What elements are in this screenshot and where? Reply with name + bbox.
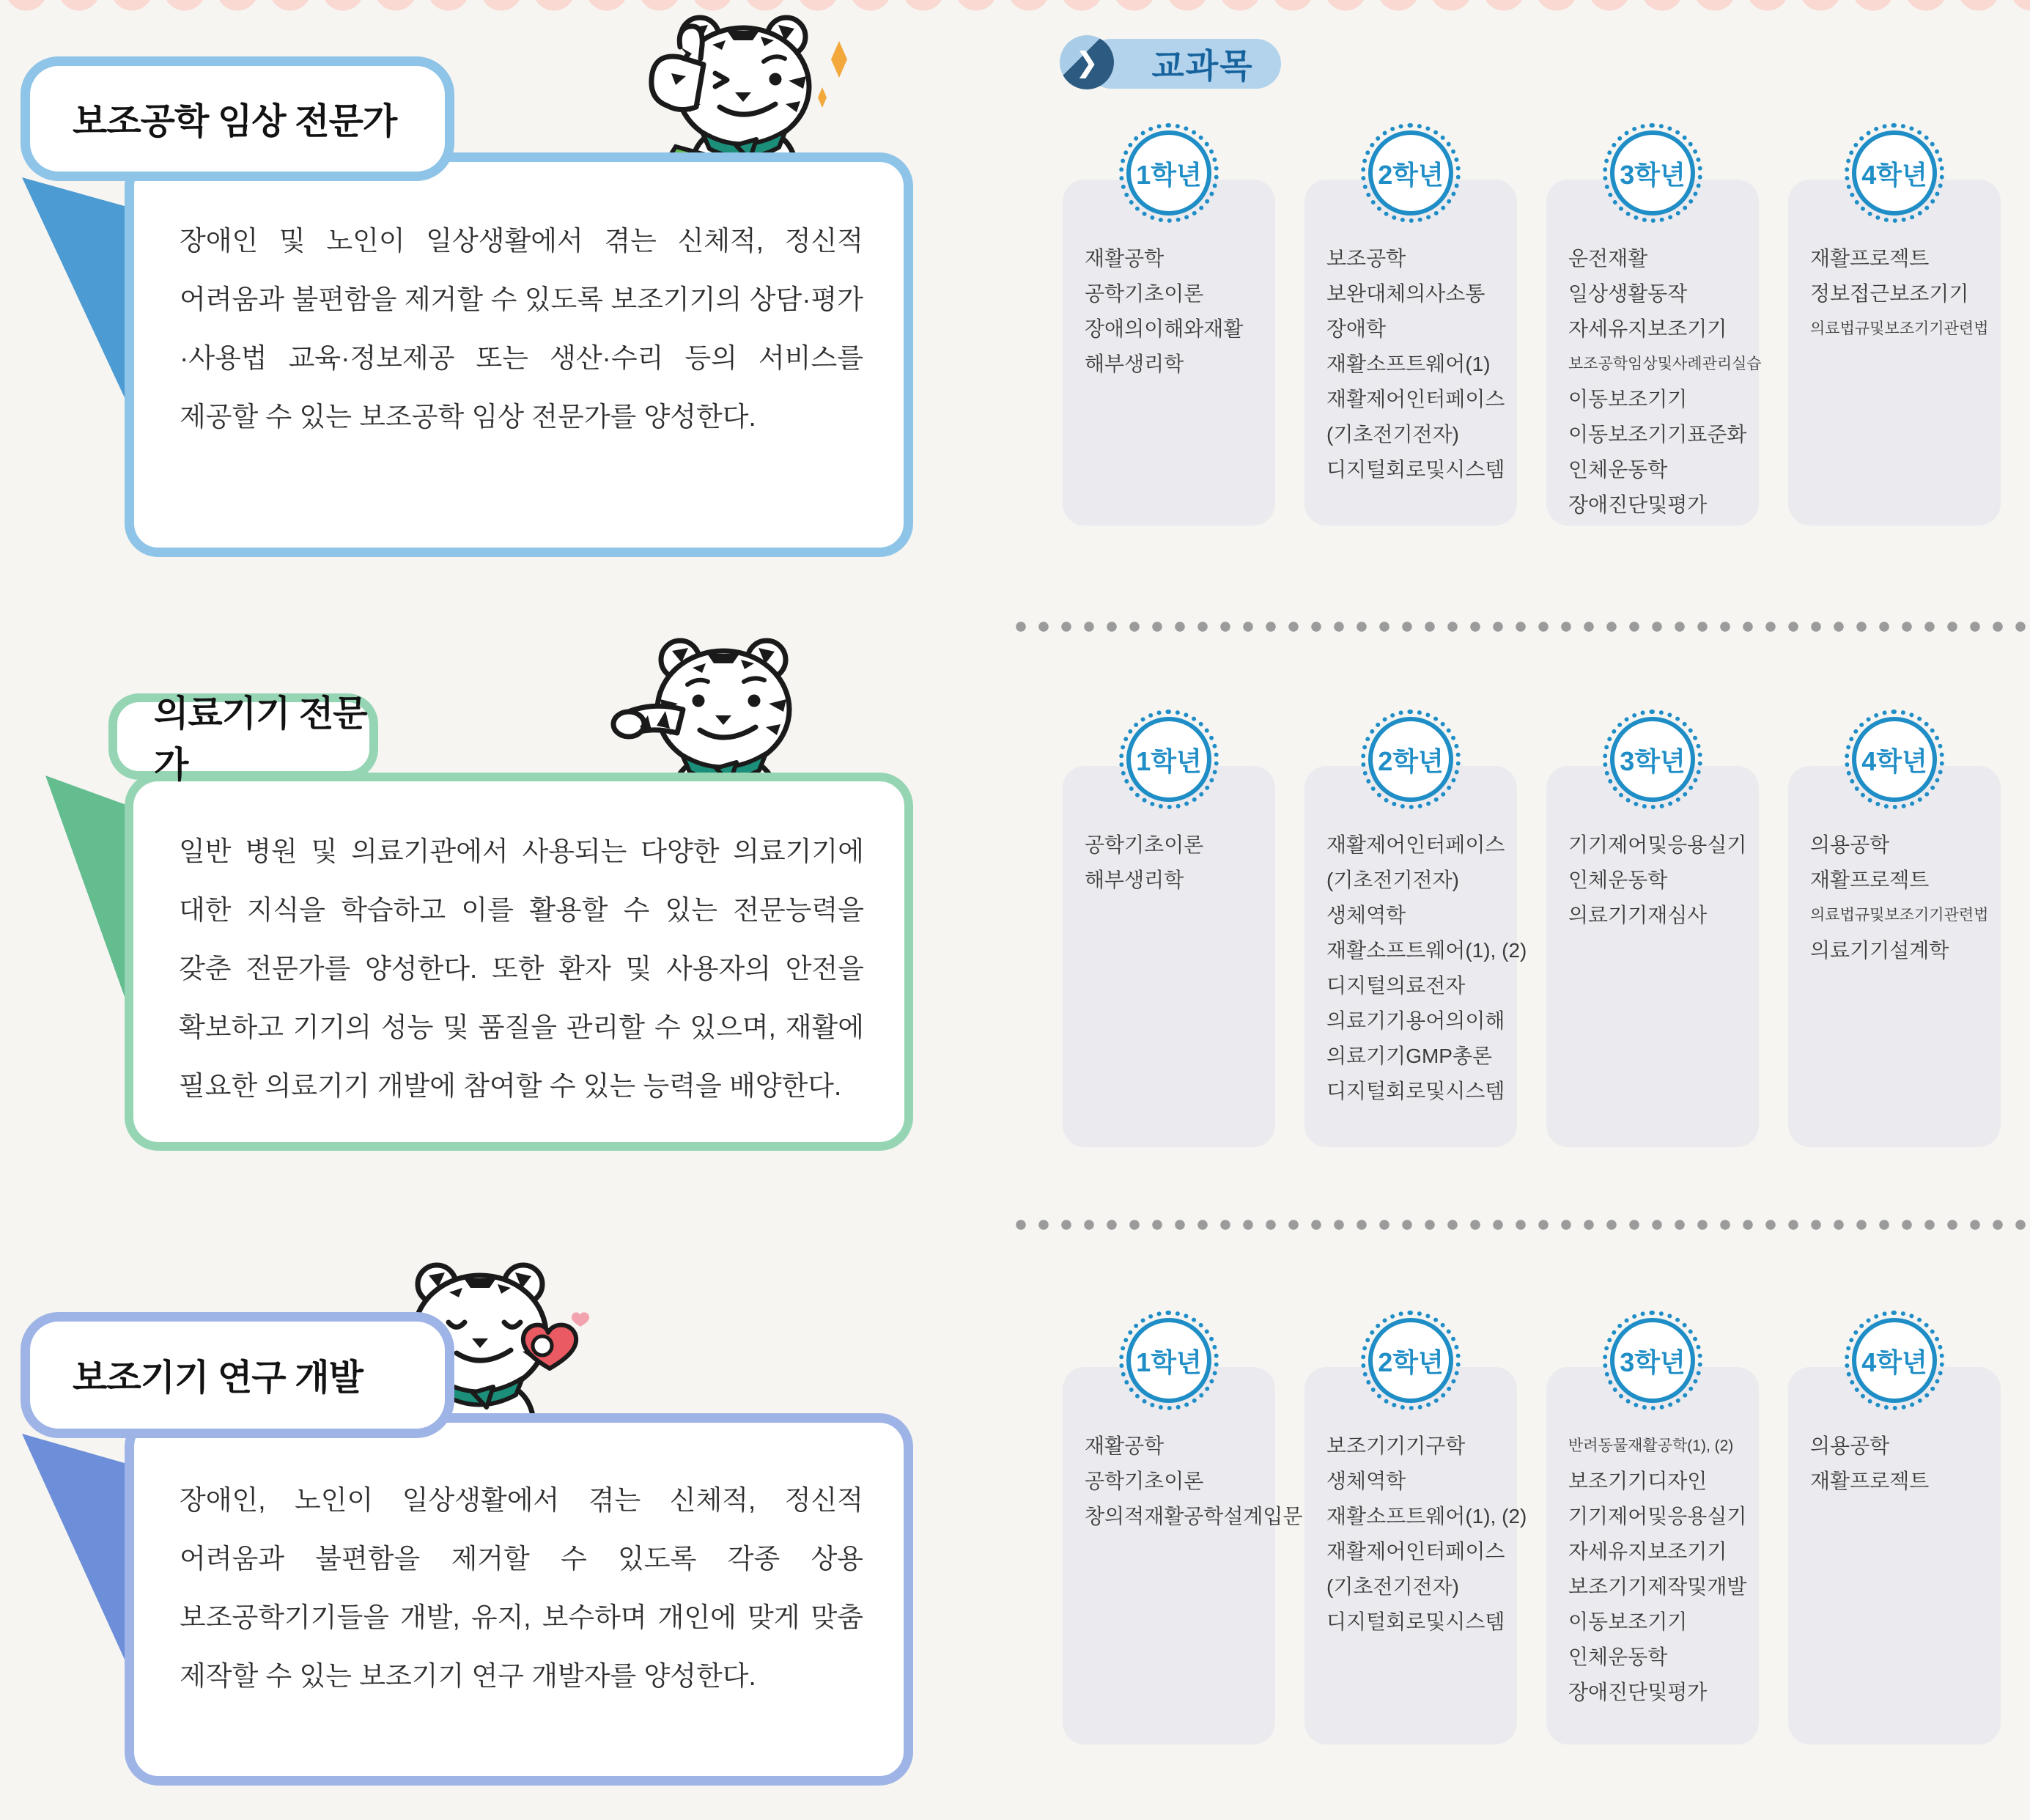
year-label: 2학년: [1378, 159, 1444, 190]
sparkle-icon: [818, 87, 827, 108]
year-badge: [1610, 130, 1695, 215]
course-item: 보조기기제작및개발: [1568, 1575, 1747, 1598]
course-item: 보조기기기구학: [1326, 1434, 1466, 1457]
career-description-bubble: [125, 1413, 913, 1786]
course-list: [1304, 766, 1527, 1147]
career-title: 보조공학 임상 전문가: [73, 102, 397, 141]
course-item: 의료기기용어의이해: [1326, 1009, 1505, 1032]
course-list: [1546, 180, 1762, 526]
course-list: [1304, 1367, 1527, 1745]
year-badge: [1852, 717, 1937, 802]
course-item: 재활소프트웨어(1), (2): [1326, 1505, 1527, 1528]
tiger-mascot-icon: [624, 3, 860, 166]
course-item: 재활제어인터페이스: [1326, 833, 1505, 856]
course-item: 보조공학임상및사례관리실습: [1568, 355, 1762, 372]
career-title-bubble: [21, 1312, 454, 1438]
course-item: 기기제어및응용실기: [1568, 1505, 1747, 1528]
course-item: 장애진단및평가: [1568, 493, 1708, 516]
course-item: 의료법규및보조기기관련법: [1810, 907, 1989, 924]
course-item: 이동보조기기표준화: [1568, 423, 1747, 446]
course-item: 재활공학: [1085, 1434, 1165, 1457]
course-item: 디지털회로및시스템: [1326, 458, 1505, 481]
course-item: 재활프로젝트: [1810, 1470, 1930, 1492]
course-item: 재활프로젝트: [1810, 869, 1930, 891]
course-item: 공학기초이론: [1085, 833, 1204, 856]
year-label: 1학년: [1136, 745, 1202, 776]
course-item: 인체운동학: [1568, 1646, 1668, 1668]
year-badge: [1610, 1318, 1695, 1403]
course-item: 장애학: [1326, 317, 1387, 340]
course-list: [1788, 766, 2001, 1147]
career-description: 장애인 및 노인이 일상생활에서 겪는 신체적, 정신적 어려움과 불편함을 제거할 수 있도록 보조기기의 상담·평가·사용법 교육·정보제공 또는 생산·수리 등의 서비스를 제공할 수 있는 보조공학 임상 전문가를 양성한다.: [180, 226, 863, 432]
curriculum-section-badge: [1060, 35, 1281, 91]
course-item: 인체운동학: [1568, 458, 1668, 481]
course-item: 보조기기디자인: [1568, 1470, 1708, 1492]
bubble-tail: [45, 775, 132, 1017]
course-item: 창의적재활공학설계입문: [1085, 1505, 1303, 1528]
course-item: 재활공학: [1085, 247, 1165, 270]
small-heart-icon: [572, 1312, 589, 1327]
course-item: 재활소프트웨어(1), (2): [1326, 939, 1527, 962]
course-item: 정보접근보조기기: [1810, 282, 1969, 305]
course-item: 재활제어인터페이스: [1326, 1540, 1505, 1563]
course-item: 디지털회로및시스템: [1326, 1610, 1505, 1633]
course-item: (기초전기전자): [1326, 869, 1459, 891]
course-item: 의용공학: [1810, 833, 1890, 856]
career-title: 의료기기 전문가: [154, 694, 367, 785]
tiger-mascot-icon: [602, 613, 838, 796]
course-item: 반려동물재활공학(1), (2): [1568, 1437, 1734, 1454]
year-label: 2학년: [1378, 1346, 1444, 1377]
course-item: (기초전기전자): [1326, 1575, 1459, 1598]
year-badge: [1368, 1318, 1453, 1403]
course-item: 해부생리학: [1085, 869, 1184, 891]
chevron-right-icon: ❯: [1060, 35, 1114, 89]
course-list: [1546, 1367, 1759, 1745]
course-item: 의용공학: [1810, 1434, 1890, 1457]
tiger-pointing-mascot: [602, 613, 838, 796]
year-badge: [1126, 717, 1211, 802]
course-item: 생체역학: [1326, 1470, 1406, 1492]
career-title-bubble: [21, 56, 454, 181]
year-label: 3학년: [1620, 1346, 1686, 1377]
course-item: 디지털회로및시스템: [1326, 1080, 1505, 1102]
course-list: [1788, 180, 2001, 526]
course-item: 공학기초이론: [1085, 282, 1204, 305]
tiger-wink-thumbs-up-mascot: [624, 3, 860, 166]
year-label: 2학년: [1378, 745, 1444, 776]
year-label: 3학년: [1620, 159, 1686, 190]
course-item: 의료기기GMP총론: [1326, 1045, 1493, 1067]
year-badge: [1368, 130, 1453, 215]
decorative-scallop-border: [0, 0, 2030, 19]
course-item: 생체역학: [1326, 904, 1406, 926]
year-badge: [1368, 717, 1453, 802]
course-item: 재활소프트웨어(1): [1326, 353, 1491, 375]
dotted-separator: [1014, 1218, 2030, 1231]
course-item: 인체운동학: [1568, 869, 1668, 891]
year-badge: [1126, 1318, 1211, 1403]
course-item: 자세유지보조기기: [1568, 1540, 1727, 1563]
dotted-separator: [1014, 620, 2030, 633]
course-item: 의료기기재심사: [1568, 904, 1708, 926]
course-item: (기초전기전자): [1326, 423, 1459, 446]
year-label: 4학년: [1861, 1346, 1927, 1377]
year-badge: [1610, 717, 1695, 802]
course-list: [1546, 766, 1759, 1147]
year-label: 4학년: [1861, 159, 1927, 190]
course-item: 재활제어인터페이스: [1326, 388, 1505, 410]
course-list: [1063, 1367, 1303, 1745]
course-item: 보조공학: [1326, 247, 1406, 270]
course-item: 해부생리학: [1085, 353, 1184, 375]
year-badge: [1126, 130, 1211, 215]
year-label: 1학년: [1136, 1346, 1202, 1377]
course-item: 의료법규및보조기기관련법: [1810, 320, 1989, 337]
course-item: 이동보조기기: [1568, 1610, 1688, 1633]
course-item: 장애진단및평가: [1568, 1681, 1708, 1703]
year-label: 3학년: [1620, 745, 1686, 776]
career-description-bubble: [125, 152, 913, 557]
course-item: 장애의이해와재활: [1085, 317, 1244, 340]
course-list: [1788, 1367, 2001, 1745]
career-description-bubble: [125, 773, 913, 1151]
career-title: 보조기기 연구 개발: [73, 1358, 363, 1398]
course-item: 이동보조기기: [1568, 388, 1688, 410]
career-title-bubble: [108, 693, 378, 785]
course-item: 디지털의료전자: [1326, 974, 1466, 997]
course-list: [1304, 180, 1517, 526]
year-label: 4학년: [1861, 745, 1927, 776]
course-item: 일상생활동작: [1568, 282, 1688, 305]
year-label: 1학년: [1136, 159, 1202, 190]
course-list: [1063, 180, 1275, 526]
course-list: [1063, 766, 1275, 1147]
course-item: 공학기초이론: [1085, 1470, 1204, 1492]
course-item: 운전재활: [1568, 247, 1648, 270]
bubble-tail: [22, 177, 132, 413]
course-item: 보완대체의사소통: [1326, 282, 1485, 305]
course-item: 기기제어및응용실기: [1568, 833, 1747, 856]
course-item: 재활프로젝트: [1810, 247, 1930, 270]
course-item: 자세유지보조기기: [1568, 317, 1727, 340]
year-badge: [1852, 130, 1937, 215]
curriculum-label: 교과목: [1086, 39, 1281, 89]
year-badge: [1852, 1318, 1937, 1403]
sparkle-icon: [831, 41, 847, 78]
course-item: 의료기기설계학: [1810, 939, 1949, 962]
bubble-tail: [22, 1434, 132, 1676]
career-description: 일반 병원 및 의료기관에서 사용되는 다양한 의료기기에 대한 지식을 학습하고 이를 활용할 수 있는 전문능력을 갖춘 전문가를 양성한다. 또한 환자 및 사용자의 안전을 확보하고 기기의 성능 및 품질을 관리할 수 있으며, 재활에 필요한 의료기기 개발에 참여할 수 있는 능력을 배양한다.: [179, 836, 865, 1101]
career-description: 장애인, 노인이 일상생활에서 겪는 신체적, 정신적 어려움과 불편함을 제거할 수 있도록 각종 상용 보조공학기기들을 개발, 유지, 보수하며 개인에 맞게 맞춤 제작할 수 있는 보조기기 연구 개발자를 양성한다.: [180, 1485, 863, 1691]
